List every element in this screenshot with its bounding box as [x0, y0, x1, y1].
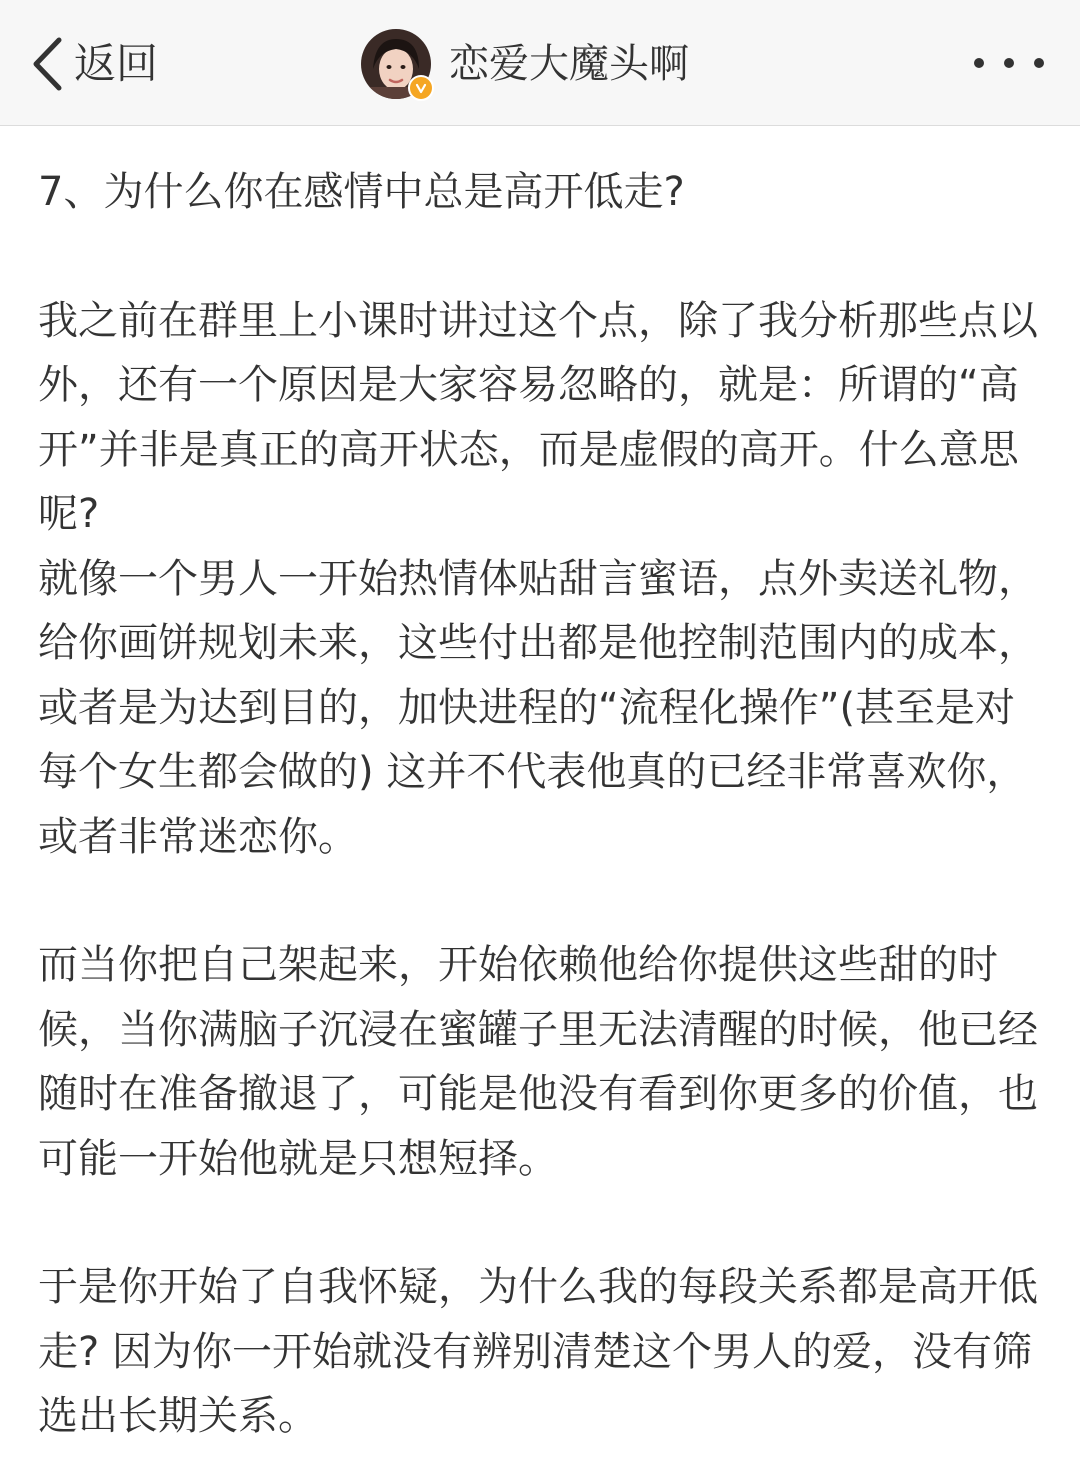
dot: [1034, 58, 1044, 68]
avatar[interactable]: [361, 29, 431, 99]
navigation-bar: [0, 0, 1080, 126]
back-button[interactable]: [30, 30, 158, 98]
post-paragraph: 我之前在群里上小课时讲过这个点，除了我分析那些点以外，还有一个原因是大家容易忽略的，就是：所谓的“高开”并非是真正的高开状态，而是虚假的高开。什么意思呢?: [38, 297, 1038, 537]
post-paragraph: 就像一个男人一开始热情体贴甜言蜜语，点外卖送礼物，给你画饼规划未来，这些付出都是他控制范围内的成本，或者是为达到目的，加快进程的“流程化操作”(甚至是对每个女生都会做的) 这并不代表他真的已经非常喜欢你，或者非常迷恋你。: [38, 555, 1038, 860]
account-name[interactable]: 恋爱大魔头啊: [449, 41, 689, 87]
paragraph-gap: [38, 1191, 1048, 1255]
post-paragraph: 而当你把自己架起来，开始依赖他给你提供这些甜的时候，当你满脑子沉浸在蜜罐子里无法清醒的时候，他已经随时在准备撤退了，可能是他没有看到你更多的价值，也可能一开始他就是只想短择。: [38, 942, 1038, 1182]
dot: [974, 58, 984, 68]
chevron-left-icon: [30, 36, 64, 92]
post-paragraph-heading: 7、为什么你在感情中总是高开低走?: [38, 169, 685, 215]
paragraph-gap: [38, 225, 1048, 289]
verified-badge-icon: [408, 75, 434, 101]
back-label: 返回: [74, 39, 159, 88]
paragraph-gap: [38, 869, 1048, 933]
dot: [1004, 58, 1014, 68]
post-content: [38, 160, 1048, 1449]
account-header[interactable]: [361, 28, 689, 100]
more-dots-icon[interactable]: [974, 52, 1044, 74]
post-paragraph: 于是你开始了自我怀疑，为什么我的每段关系都是高开低走? 因为你一开始就没有辨别清楚这个男人的爱，没有筛选出长期关系。: [38, 1264, 1038, 1439]
